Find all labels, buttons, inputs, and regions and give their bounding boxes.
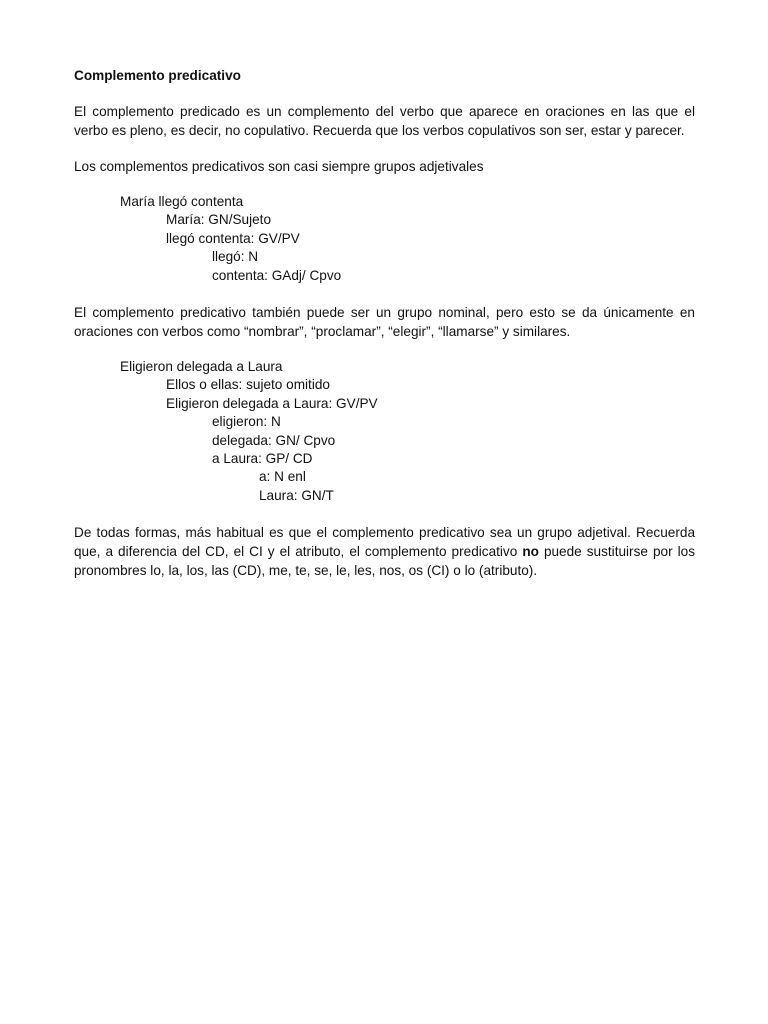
- analysis-line: a: N enl: [259, 469, 306, 485]
- analysis-line: Ellos o ellas: sujeto omitido: [166, 377, 330, 393]
- analysis-line: María: GN/Sujeto: [166, 212, 272, 228]
- analysis-line: Laura: GN/T: [259, 487, 334, 503]
- document-page: [74, 66, 695, 597]
- closing-emphasis: no: [522, 544, 539, 560]
- nominal-note-paragraph: El complemento predicativo también puede ser un grupo nominal, pero esto se da únicamente en oraciones con verbos como “nombrar”, “proclamar”, “elegir”, “llamarse” y similares.: [74, 304, 695, 339]
- analysis-line: delegada: GN/ Cpvo: [212, 432, 336, 448]
- analysis-line: llegó contenta: GV/PV: [166, 230, 300, 246]
- intro-paragraph: El complemento predicado es un complemento del verbo que aparece en oraciones en las que el verbo es pleno, es decir, no copulativo. Recuerda que los verbos copulativos son ser, estar y parecer.: [74, 104, 695, 138]
- example-1-sentence: María llegó contenta: [120, 194, 244, 209]
- document-title: Complemento predicativo: [74, 68, 241, 83]
- analysis-line: Eligieron delegada a Laura: GV/PV: [166, 395, 378, 411]
- adjective-note-paragraph: Los complementos predicativos son casi siempre grupos adjetivales: [74, 159, 484, 174]
- example-2-analysis: [74, 358, 695, 505]
- closing-text-end: puede sustituirse por los pronombres lo, la, los, las (CD), me, te, se, le, les, nos, os (CI) o lo (atributo).: [74, 544, 696, 579]
- analysis-line: eligieron: N: [212, 414, 281, 430]
- analysis-line: contenta: GAdj/ Cpvo: [212, 267, 342, 283]
- closing-paragraph: [74, 523, 695, 580]
- analysis-line: a Laura: GP/ CD: [212, 450, 313, 466]
- example-2-sentence: Eligieron delegada a Laura: [120, 358, 283, 374]
- example-1-analysis: [74, 193, 695, 285]
- analysis-line: llegó: N: [212, 249, 259, 265]
- closing-text-start: De todas formas, más habitual es que el complemento predicativo sea un grupo adjetival. Recuerda que, a diferencia del CD, el CI y el atributo, el complemento predicativo: [74, 525, 695, 560]
